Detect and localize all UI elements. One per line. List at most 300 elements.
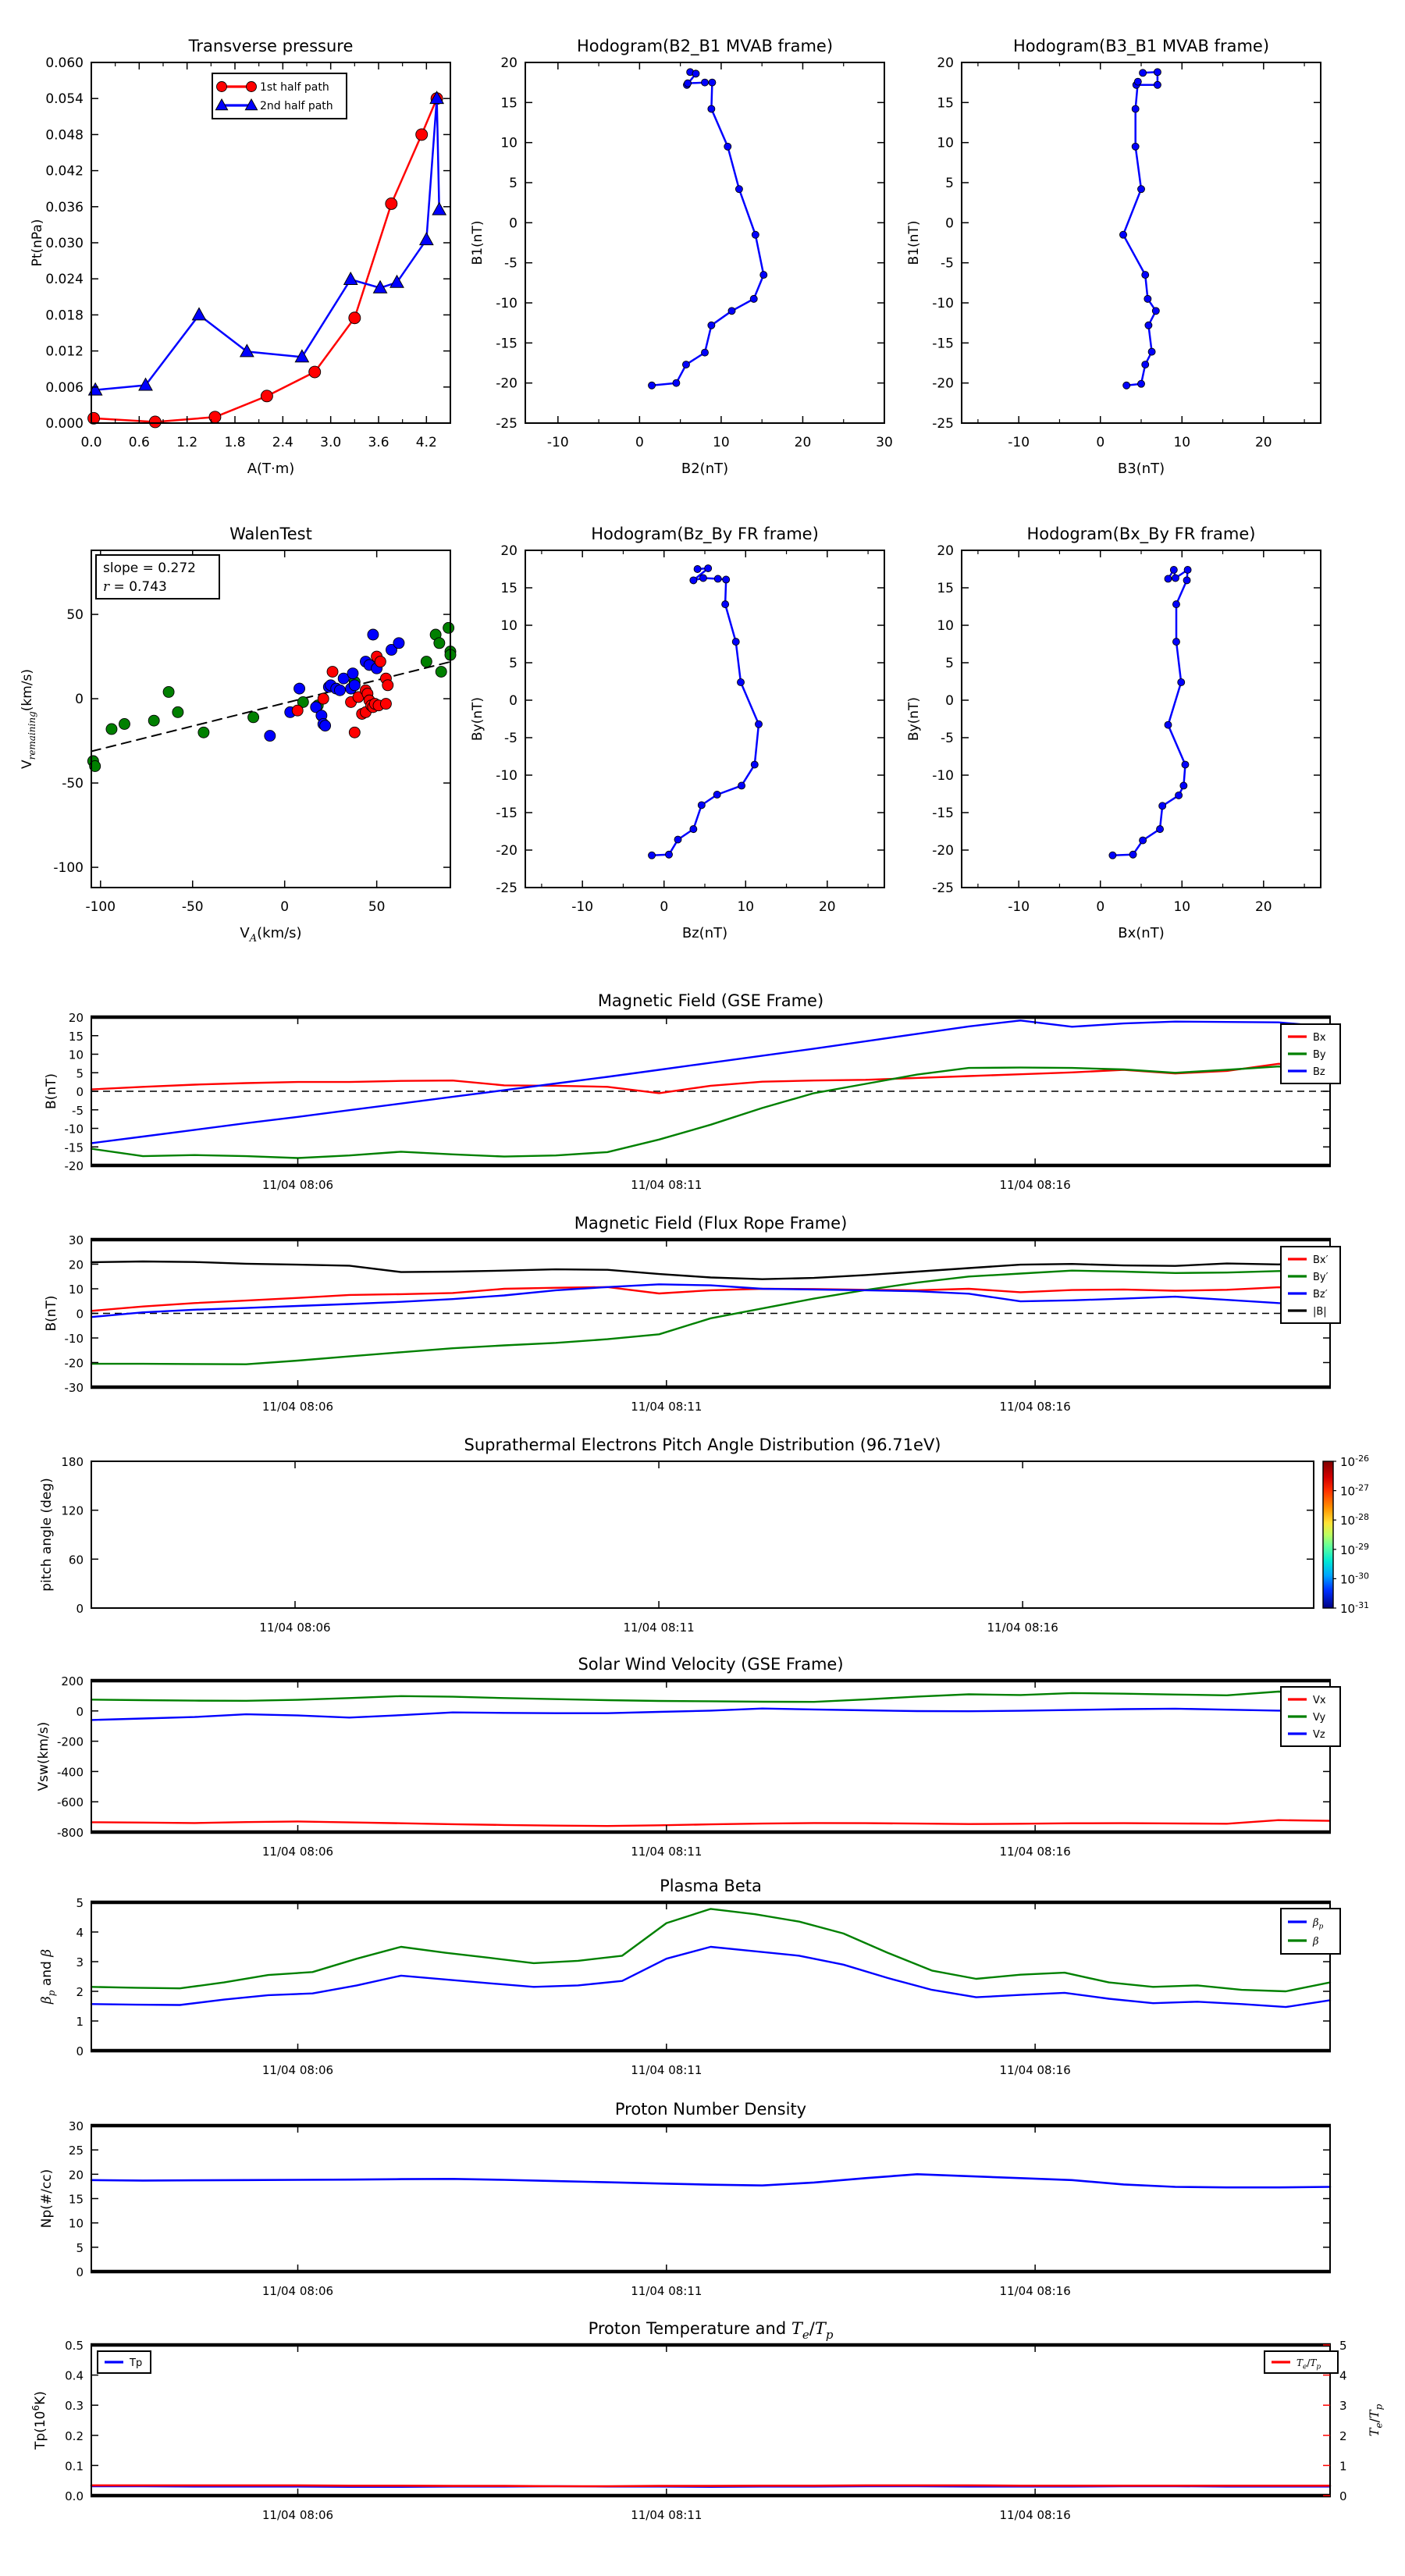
hodogram-b2-b1-ytick: -5 xyxy=(504,255,518,272)
transverse-pressure-xtick: 1.2 xyxy=(176,435,198,450)
transverse-pressure-ytick: 0.006 xyxy=(45,379,84,396)
circle-marker xyxy=(347,668,358,679)
walen-test-annotation-line: r = 0.743 xyxy=(103,579,167,595)
proton-temperature-ytick: 0.2 xyxy=(65,2428,84,2443)
walen-test-ytick: 50 xyxy=(66,607,84,624)
bfield-gse-legend xyxy=(1281,1024,1340,1083)
walen-test-ytick: -50 xyxy=(62,776,84,792)
plasma-beta-ytick: 3 xyxy=(76,1955,84,1969)
hodogram-bz-by-title: Hodogram(Bz_By FR frame) xyxy=(591,525,819,543)
walen-test-plot-area xyxy=(91,550,450,888)
proton-density-ytick: 15 xyxy=(68,2192,84,2207)
proton-density-xtick: 11/04 08:11 xyxy=(631,2284,702,2298)
transverse-pressure-title: Transverse pressure xyxy=(188,37,354,55)
bfield-fr-legend-label: Bz′ xyxy=(1313,1289,1328,1300)
circle-marker xyxy=(722,601,729,608)
bfield-fr-ytick: 0 xyxy=(76,1307,84,1322)
hodogram-b3-b1-plot-area xyxy=(962,62,1321,423)
proton-temperature-legend xyxy=(98,2351,151,2373)
electron-pad-colorbar-tick: $10^{-26}$ xyxy=(1340,1453,1370,1469)
proton-temperature-ytick: 0.0 xyxy=(65,2489,84,2503)
electron-pad-ytick: 120 xyxy=(61,1503,84,1518)
bfield-gse-ytick: 5 xyxy=(76,1066,84,1081)
plasma-beta-title: Plasma Beta xyxy=(660,1877,762,1895)
circle-marker xyxy=(163,686,174,697)
transverse-pressure-xtick: 0.0 xyxy=(80,435,102,450)
panel-proton-density xyxy=(39,2100,1331,2298)
transverse-pressure-ytick: 0.054 xyxy=(45,91,84,108)
hodogram-bx-by-ytick: 5 xyxy=(945,656,954,671)
hodogram-b2-b1-xtick: 10 xyxy=(713,435,730,450)
hodogram-bx-by-ytick: -15 xyxy=(932,806,954,821)
proton-density-xtick: 11/04 08:16 xyxy=(999,2284,1071,2298)
walen-test-title: WalenTest xyxy=(229,525,312,543)
proton-temperature-plot-area xyxy=(91,2345,1330,2496)
circle-marker xyxy=(1142,272,1149,279)
solar-wind-velocity-xtick: 11/04 08:06 xyxy=(261,1845,334,1859)
circle-marker xyxy=(173,706,183,717)
proton-temperature-title: Proton Temperature and $T_e/T_p$ xyxy=(588,2319,834,2342)
hodogram-bx-by-ylabel: By(nT) xyxy=(906,696,922,742)
proton-density-ytick: 5 xyxy=(76,2240,84,2255)
circle-marker xyxy=(368,629,379,640)
proton-temperature-xtick: 11/04 08:06 xyxy=(261,2508,334,2522)
walen-test-xtick: -100 xyxy=(85,899,116,915)
panel-plasma-beta xyxy=(39,1877,1340,2077)
circle-marker xyxy=(674,836,681,843)
hodogram-b2-b1-ylabel: B1(nT) xyxy=(470,220,486,265)
bfield-gse-ytick: -15 xyxy=(64,1140,84,1155)
hodogram-bz-by-ytick: 15 xyxy=(500,581,518,596)
circle-marker xyxy=(416,129,428,141)
hodogram-b3-b1-title: Hodogram(B3_B1 MVAB frame) xyxy=(1012,37,1270,55)
hodogram-b2-b1-xtick: -10 xyxy=(546,435,569,450)
proton-temperature-legend-label: Tp xyxy=(130,2357,143,2369)
hodogram-bz-by-ytick: -10 xyxy=(496,768,518,784)
hodogram-b3-b1-ytick: 20 xyxy=(937,55,954,71)
hodogram-bx-by-ytick: 15 xyxy=(937,581,954,596)
circle-marker xyxy=(1129,851,1136,858)
solar-wind-velocity-ytick: 0 xyxy=(76,1704,84,1719)
proton-density-ytick: 30 xyxy=(68,2119,84,2133)
bfield-gse-ytick: 20 xyxy=(68,1011,84,1025)
hodogram-b2-b1-xtick: 20 xyxy=(794,435,812,450)
hodogram-b3-b1-ytick: -5 xyxy=(941,255,954,272)
electron-pad-colorbar-tick: $10^{-27}$ xyxy=(1340,1482,1370,1499)
transverse-pressure-ytick: 0.000 xyxy=(45,416,84,432)
bfield-gse-ytick: -10 xyxy=(64,1122,84,1137)
hodogram-b2-b1-plot-area xyxy=(525,62,884,423)
hodogram-bx-by-title: Hodogram(Bx_By FR frame) xyxy=(1026,525,1256,543)
proton-density-ytick: 10 xyxy=(68,2216,84,2231)
circle-marker xyxy=(705,565,712,572)
proton-density-ytick: 20 xyxy=(68,2168,84,2183)
circle-marker xyxy=(702,349,709,356)
circle-marker xyxy=(1123,382,1130,389)
proton-temperature-xtick: 11/04 08:16 xyxy=(999,2508,1071,2522)
bfield-gse-xtick: 11/04 08:06 xyxy=(261,1178,334,1192)
transverse-pressure-ylabel: Pt(nPa) xyxy=(30,219,45,267)
solar-wind-velocity-legend xyxy=(1281,1687,1340,1746)
hodogram-b2-b1-xtick: 30 xyxy=(876,435,893,450)
hodogram-bz-by-ytick: -20 xyxy=(496,843,518,859)
hodogram-b3-b1-ytick: 0 xyxy=(945,215,954,232)
transverse-pressure-xtick: 0.6 xyxy=(128,435,150,450)
bfield-fr-ytick: 20 xyxy=(68,1258,84,1272)
walen-test-xtick: 50 xyxy=(368,899,386,915)
circle-marker xyxy=(349,727,360,738)
solar-wind-velocity-ytick: -800 xyxy=(56,1826,84,1840)
solar-wind-velocity-ylabel: Vsw(km/s) xyxy=(36,1721,52,1791)
solar-wind-velocity-ytick: -400 xyxy=(56,1765,84,1780)
proton-temperature-right-ytick: 1 xyxy=(1339,2459,1347,2474)
proton-temperature-legend-label: $T_e/T_p$ xyxy=(1297,2357,1321,2371)
circle-marker xyxy=(434,638,445,649)
hodogram-bx-by-xtick: 20 xyxy=(1254,899,1272,915)
hodogram-bz-by-ytick: -15 xyxy=(496,806,518,821)
hodogram-b2-b1-ytick: -20 xyxy=(496,375,518,392)
hodogram-bx-by-xtick: 10 xyxy=(1173,899,1191,915)
bfield-fr-ytick: -30 xyxy=(64,1381,84,1395)
hodogram-b3-b1-ytick: 5 xyxy=(945,176,954,191)
transverse-pressure-ytick: 0.042 xyxy=(45,163,84,180)
circle-marker xyxy=(327,667,338,678)
bfield-fr-legend xyxy=(1281,1247,1340,1323)
electron-pad-xtick: 11/04 08:11 xyxy=(623,1621,695,1635)
plasma-beta-xtick: 11/04 08:16 xyxy=(999,2063,1071,2077)
circle-marker xyxy=(386,197,397,209)
hodogram-b3-b1-xtick: 20 xyxy=(1254,435,1272,450)
circle-marker xyxy=(756,720,763,728)
solar-wind-velocity-ytick: -200 xyxy=(56,1735,84,1749)
hodogram-b3-b1-xlabel: B3(nT) xyxy=(1117,461,1165,477)
transverse-pressure-xtick: 3.6 xyxy=(368,435,389,450)
hodogram-bz-by-xtick: -10 xyxy=(571,899,594,915)
walen-test-annotation-line: slope = 0.272 xyxy=(103,560,196,576)
transverse-pressure-xtick: 1.8 xyxy=(224,435,246,450)
circle-marker xyxy=(1157,826,1164,833)
circle-marker xyxy=(217,82,227,92)
circle-marker xyxy=(690,826,697,833)
circle-marker xyxy=(148,715,159,726)
hodogram-bx-by-ytick: -10 xyxy=(932,768,954,784)
circle-marker xyxy=(149,416,161,428)
circle-marker xyxy=(708,105,715,112)
circle-marker xyxy=(760,272,767,279)
solar-wind-velocity-plot-area xyxy=(91,1681,1330,1832)
circle-marker xyxy=(349,312,361,324)
circle-marker xyxy=(709,79,716,86)
proton-density-ylabel: Np(#/cc) xyxy=(39,2169,55,2229)
circle-marker xyxy=(1172,575,1179,582)
bfield-gse-ylabel: B(nT) xyxy=(44,1073,59,1110)
transverse-pressure-legend xyxy=(212,73,347,119)
electron-pad-colorbar-tick: $10^{-28}$ xyxy=(1340,1512,1370,1528)
hodogram-b2-b1-ytick: -15 xyxy=(496,336,518,352)
solar-wind-velocity-xtick: 11/04 08:11 xyxy=(631,1845,702,1859)
circle-marker xyxy=(673,379,680,386)
circle-marker xyxy=(1120,231,1127,238)
electron-pad-ytick: 180 xyxy=(61,1455,84,1469)
circle-marker xyxy=(1140,837,1147,844)
hodogram-bz-by-ytick: 10 xyxy=(500,618,518,634)
hodogram-b2-b1-ytick: 0 xyxy=(509,215,518,232)
transverse-pressure-ytick: 0.018 xyxy=(45,308,84,324)
proton-temperature-right-ytick: 4 xyxy=(1339,2368,1347,2383)
plasma-beta-xtick: 11/04 08:06 xyxy=(261,2063,334,2077)
hodogram-b3-b1-xtick: -10 xyxy=(1008,435,1030,450)
circle-marker xyxy=(382,680,393,691)
bfield-gse-title: Magnetic Field (GSE Frame) xyxy=(597,991,824,1010)
circle-marker xyxy=(699,575,706,582)
hodogram-bz-by-xtick: 20 xyxy=(818,899,836,915)
transverse-pressure-ytick: 0.012 xyxy=(45,343,84,360)
hodogram-b3-b1-xtick: 10 xyxy=(1173,435,1191,450)
hodogram-bz-by-xtick: 0 xyxy=(660,899,669,915)
bfield-fr-ytick: 30 xyxy=(68,1233,84,1247)
solar-wind-velocity-ytick: 200 xyxy=(61,1674,84,1688)
panel-solar-wind-velocity xyxy=(36,1655,1340,1859)
hodogram-b3-b1-ytick: -10 xyxy=(932,296,954,311)
circle-marker xyxy=(1138,186,1145,193)
walen-test-ytick: -100 xyxy=(53,860,84,877)
circle-marker xyxy=(1172,639,1179,646)
plasma-beta-plot-area xyxy=(91,1902,1330,2051)
hodogram-bz-by-ytick: -5 xyxy=(504,731,518,746)
electron-pad-colorbar-tick: $10^{-29}$ xyxy=(1340,1541,1370,1557)
circle-marker xyxy=(1154,81,1161,88)
circle-marker xyxy=(1152,308,1159,315)
circle-marker xyxy=(738,678,745,685)
circle-marker xyxy=(119,718,130,729)
circle-marker xyxy=(106,724,117,735)
solar-wind-velocity-legend-label: Vz xyxy=(1313,1729,1325,1741)
circle-marker xyxy=(750,295,757,302)
circle-marker xyxy=(421,656,432,667)
circle-marker xyxy=(318,693,329,704)
circle-marker xyxy=(436,667,446,678)
hodogram-bx-by-ytick: 20 xyxy=(937,543,954,559)
bfield-fr-legend-label: |B| xyxy=(1313,1306,1327,1318)
circle-marker xyxy=(380,699,391,710)
bfield-fr-title: Magnetic Field (Flux Rope Frame) xyxy=(574,1214,848,1233)
proton-density-ytick: 0 xyxy=(76,2265,84,2279)
bfield-gse-ytick: 15 xyxy=(68,1029,84,1044)
circle-marker xyxy=(320,720,331,731)
transverse-pressure-ytick: 0.048 xyxy=(45,127,84,144)
walen-test-xtick: 0 xyxy=(280,899,290,915)
circle-marker xyxy=(1172,601,1179,608)
circle-marker xyxy=(261,390,272,402)
hodogram-bx-by-ytick: 0 xyxy=(945,693,954,709)
electron-pad-colorbar-tick: $10^{-31}$ xyxy=(1340,1600,1370,1616)
circle-marker xyxy=(752,231,759,238)
circle-marker xyxy=(1148,348,1155,355)
plasma-beta-ytick: 0 xyxy=(76,2044,84,2058)
bfield-gse-xtick: 11/04 08:11 xyxy=(631,1178,702,1192)
bfield-gse-ytick: -5 xyxy=(72,1103,84,1118)
circle-marker xyxy=(1154,69,1161,76)
bfield-gse-legend-label: Bz xyxy=(1313,1066,1325,1078)
circle-marker xyxy=(698,802,705,809)
proton-temperature-ytick: 0.4 xyxy=(65,2368,84,2383)
circle-marker xyxy=(735,186,742,193)
circle-marker xyxy=(393,638,404,649)
hodogram-b3-b1-ytick: -20 xyxy=(932,375,954,392)
hodogram-b2-b1-title: Hodogram(B2_B1 MVAB frame) xyxy=(576,37,834,55)
bfield-gse-legend-label: Bx xyxy=(1313,1032,1326,1044)
transverse-pressure-xtick: 3.0 xyxy=(320,435,342,450)
proton-density-ytick: 25 xyxy=(68,2144,84,2158)
proton-temperature-right-ylabel: $T_e/T_p$ xyxy=(1367,2403,1385,2437)
circle-marker xyxy=(694,566,701,573)
circle-marker xyxy=(1183,577,1190,584)
bfield-fr-plot-area xyxy=(91,1240,1330,1387)
electron-pad-plot-area xyxy=(91,1461,1314,1608)
proton-temperature-right-ytick: 0 xyxy=(1339,2489,1347,2503)
walen-test-ylabel: $V_{remaining}(km/s)$ xyxy=(20,668,37,770)
bfield-gse-plot-area xyxy=(91,1017,1330,1165)
hodogram-bz-by-plot-area xyxy=(525,550,884,888)
circle-marker xyxy=(334,685,345,696)
circle-marker xyxy=(349,680,360,691)
circle-marker xyxy=(702,79,709,86)
hodogram-b2-b1-ytick: 5 xyxy=(509,176,518,191)
proton-temperature-right-ytick: 2 xyxy=(1339,2428,1347,2443)
hodogram-b2-b1-ytick: 10 xyxy=(500,135,518,151)
transverse-pressure-xtick: 4.2 xyxy=(415,435,437,450)
hodogram-b2-b1-ytick: -25 xyxy=(496,416,518,432)
bfield-fr-xtick: 11/04 08:11 xyxy=(631,1400,702,1414)
circle-marker xyxy=(294,683,305,694)
transverse-pressure-legend-label: 1st half path xyxy=(260,81,329,94)
proton-temperature-right-ytick: 3 xyxy=(1339,2399,1347,2414)
solar-wind-velocity-ytick: -600 xyxy=(56,1795,84,1810)
bfield-fr-legend-label: Bx′ xyxy=(1313,1254,1329,1266)
bfield-gse-legend-label: By xyxy=(1313,1049,1326,1061)
bfield-fr-legend-label: By′ xyxy=(1313,1272,1329,1283)
bfield-gse-ytick: -20 xyxy=(64,1159,84,1173)
circle-marker xyxy=(1132,105,1139,112)
circle-marker xyxy=(666,851,673,858)
electron-pad-ytick: 60 xyxy=(68,1553,84,1567)
circle-marker xyxy=(1165,721,1172,728)
circle-marker xyxy=(248,712,259,723)
bfield-gse-ytick: 0 xyxy=(76,1085,84,1099)
proton-density-xtick: 11/04 08:06 xyxy=(261,2284,334,2298)
plasma-beta-ylabel: $\beta_p$ and β xyxy=(39,1948,57,2005)
hodogram-b2-b1-xlabel: B2(nT) xyxy=(681,461,729,477)
electron-pad-xtick: 11/04 08:06 xyxy=(259,1621,331,1635)
panel-hodogram-bz-by xyxy=(470,525,884,941)
circle-marker xyxy=(1132,143,1139,150)
hodogram-b3-b1-xtick: 0 xyxy=(1096,435,1105,450)
hodogram-b2-b1-ytick: 15 xyxy=(500,95,518,112)
hodogram-bx-by-xlabel: Bx(nT) xyxy=(1118,925,1165,941)
circle-marker xyxy=(682,361,689,368)
plasma-beta-ytick: 5 xyxy=(76,1896,84,1910)
circle-marker xyxy=(309,366,321,378)
hodogram-b2-b1-xtick: 0 xyxy=(635,435,644,450)
bfield-fr-xtick: 11/04 08:06 xyxy=(261,1400,334,1414)
proton-temperature-ytick: 0.5 xyxy=(65,2339,84,2353)
panel-hodogram-b2-b1 xyxy=(470,37,893,477)
solar-wind-velocity-title: Solar Wind Velocity (GSE Frame) xyxy=(578,1655,844,1674)
panel-electron-pad xyxy=(39,1436,1369,1635)
plasma-beta-ytick: 4 xyxy=(76,1926,84,1940)
panel-hodogram-b3-b1 xyxy=(906,37,1321,477)
hodogram-bz-by-ytick: -25 xyxy=(496,881,518,896)
transverse-pressure-ytick: 0.060 xyxy=(45,55,84,71)
panel-walen-test xyxy=(20,525,456,945)
hodogram-bz-by-xtick: 10 xyxy=(737,899,755,915)
circle-marker xyxy=(685,80,692,87)
panel-bfield-gse xyxy=(44,991,1340,1192)
hodogram-b3-b1-ytick: 15 xyxy=(937,95,954,112)
circle-marker xyxy=(724,143,731,150)
hodogram-b2-b1-ytick: -10 xyxy=(496,296,518,311)
circle-marker xyxy=(1144,295,1151,302)
panel-transverse-pressure xyxy=(30,37,450,477)
hodogram-bx-by-xtick: -10 xyxy=(1008,899,1030,915)
hodogram-b3-b1-ytick: -15 xyxy=(932,336,954,352)
transverse-pressure-ytick: 0.030 xyxy=(45,236,84,251)
panel-hodogram-bx-by xyxy=(906,525,1321,941)
circle-marker xyxy=(1109,852,1116,859)
solar-wind-velocity-legend-label: Vy xyxy=(1313,1712,1326,1724)
solar-wind-velocity-legend-label: Vx xyxy=(1313,1695,1326,1706)
hodogram-bx-by-ytick: -20 xyxy=(932,843,954,859)
circle-marker xyxy=(265,731,276,742)
hodogram-bz-by-ytick: 20 xyxy=(500,543,518,559)
proton-temperature-right-ytick: 5 xyxy=(1339,2339,1347,2353)
electron-pad-colorbar-tick: $10^{-30}$ xyxy=(1340,1571,1370,1587)
circle-marker xyxy=(690,577,697,584)
walen-test-xlabel: $V_A(km/s)$ xyxy=(240,925,302,945)
circle-marker xyxy=(713,791,720,798)
transverse-pressure-legend-label: 2nd half path xyxy=(260,100,333,112)
circle-marker xyxy=(443,622,454,633)
bfield-gse-ytick: 10 xyxy=(68,1048,84,1062)
circle-marker xyxy=(1159,802,1166,809)
panel-proton-temperature xyxy=(30,2319,1384,2522)
bfield-fr-ytick: 10 xyxy=(68,1283,84,1297)
transverse-pressure-ytick: 0.036 xyxy=(45,199,84,215)
walen-test-ytick: 0 xyxy=(75,692,84,708)
proton-density-plot-area xyxy=(91,2126,1330,2272)
circle-marker xyxy=(1145,322,1152,329)
electron-pad-colorbar xyxy=(1323,1453,1369,1616)
circle-marker xyxy=(1180,782,1187,789)
plasma-beta-legend-label: β xyxy=(1313,1936,1319,1948)
transverse-pressure-xtick: 2.4 xyxy=(272,435,293,450)
circle-marker xyxy=(198,727,209,738)
circle-marker xyxy=(751,761,758,768)
circle-marker xyxy=(738,782,745,789)
circle-marker xyxy=(649,382,656,389)
hodogram-b3-b1-ytick: -25 xyxy=(932,416,954,432)
proton-density-title: Proton Number Density xyxy=(614,2100,807,2119)
circle-marker xyxy=(732,639,739,646)
circle-marker xyxy=(1182,761,1189,768)
circle-marker xyxy=(723,576,730,583)
bfield-fr-ylabel: B(nT) xyxy=(44,1295,59,1332)
bfield-fr-ytick: -20 xyxy=(64,1356,84,1371)
hodogram-b3-b1-ylabel: B1(nT) xyxy=(906,220,922,265)
hodogram-b2-b1-ytick: 20 xyxy=(500,55,518,71)
hodogram-b3-b1-ytick: 10 xyxy=(937,135,954,151)
hodogram-bx-by-ytick: -5 xyxy=(941,731,954,746)
